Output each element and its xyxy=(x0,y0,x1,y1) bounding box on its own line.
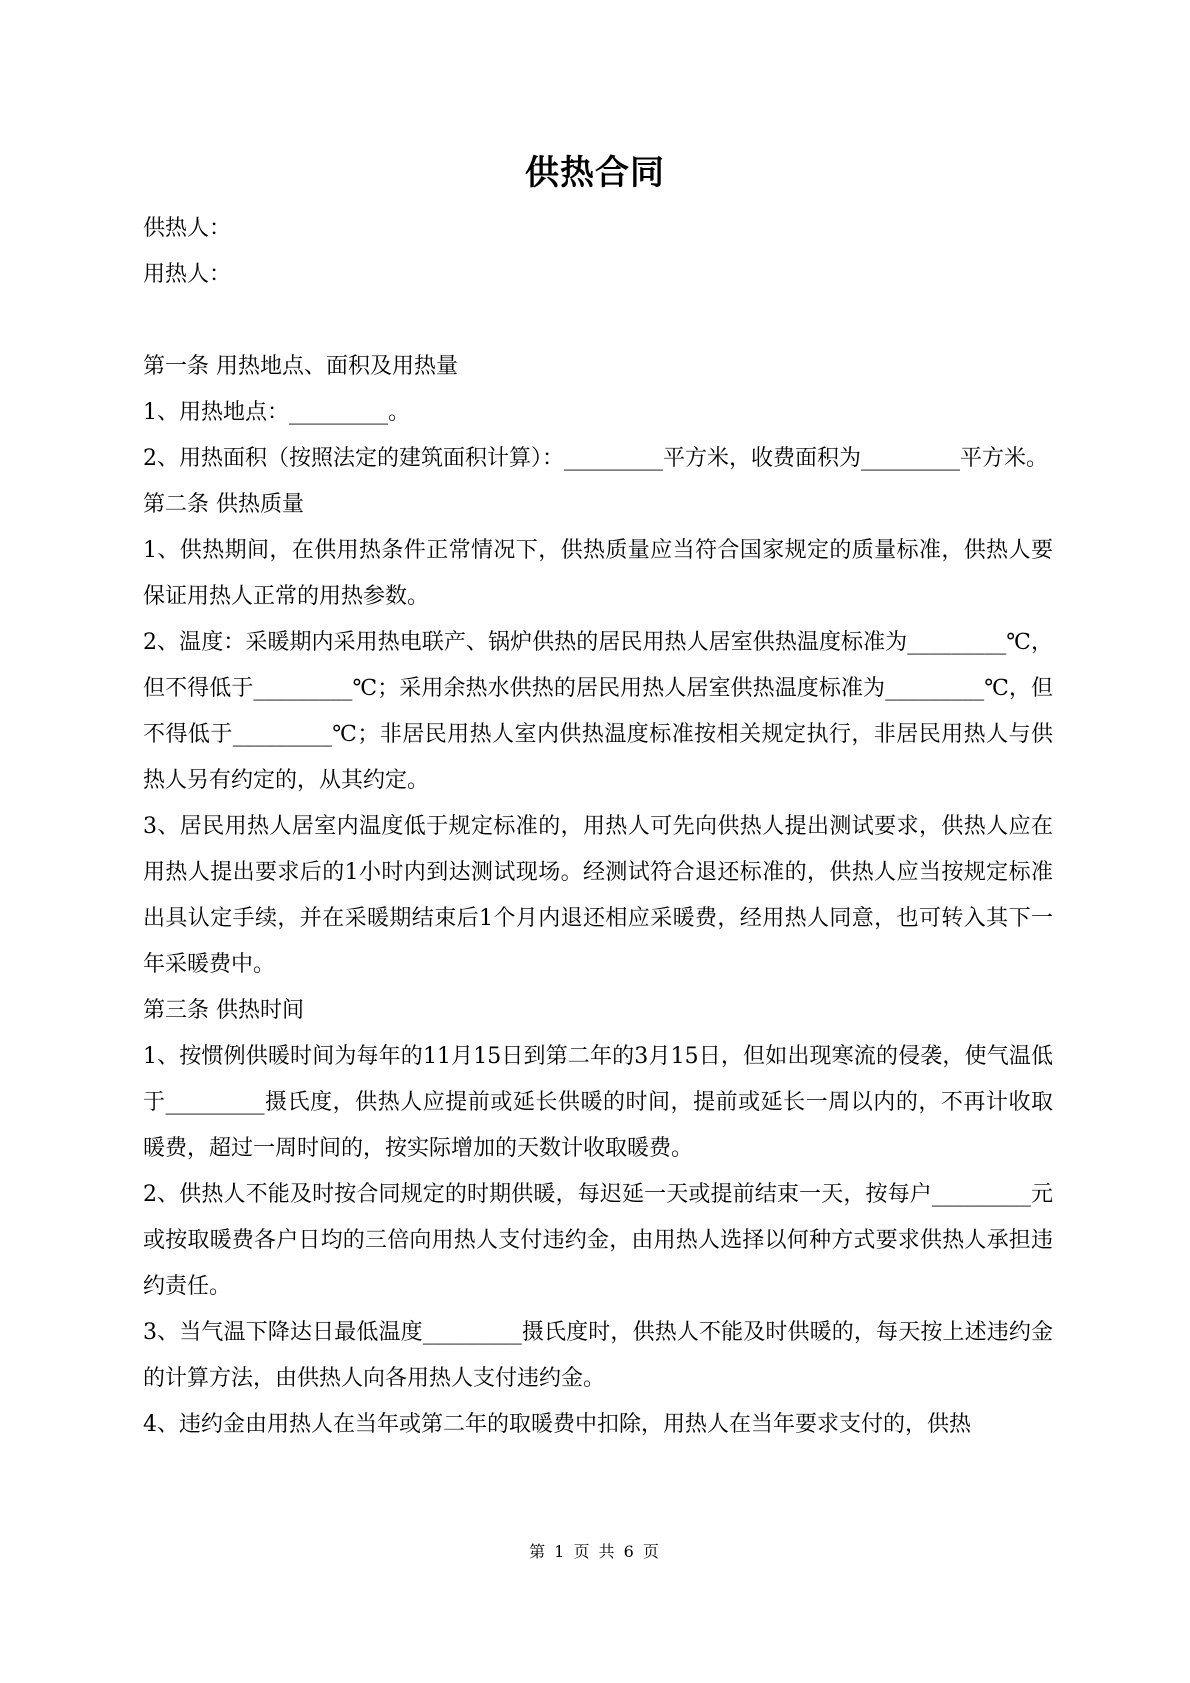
article2-item2: 2、温度：采暖期内采用热电联产、锅炉供热的居民用热人居室供热温度标准为_________℃，但不得低于_________℃；采用余热水供热的居民用热人居室供热温度标准为_________℃，但不得低于_________℃；非居民用热人室内供热温度标准按相关规定执行，非居民用热人与供热人另有约定的，从其约定。 xyxy=(143,630,1053,793)
page-number-footer: 第 1 页 共 6 页 xyxy=(529,1542,661,1561)
article2-heading: 第二条 供热质量 xyxy=(143,492,304,517)
document-body xyxy=(143,206,1053,1448)
article3-item2: 2、供热人不能及时按合同规定的时期供暖，每迟延一天或提前结束一天，按每户_________元或按取暖费各户日均的三倍向用热人支付违约金，由用热人选择以何种方式要求供热人承担违约责任。 xyxy=(143,1182,1053,1299)
party-supplier-line: 供热人： xyxy=(143,216,232,241)
article3-heading: 第三条 供热时间 xyxy=(143,998,304,1023)
article1-item1: 1、用热地点：_________。 xyxy=(143,400,410,425)
blank-spacer xyxy=(143,298,1053,344)
article2-item1: 1、供热期间，在供用热条件正常情况下，供热质量应当符合国家规定的质量标准，供热人要保证用热人正常的用热参数。 xyxy=(143,538,1053,609)
party-user-line: 用热人： xyxy=(143,262,232,287)
article1-heading: 第一条 用热地点、面积及用热量 xyxy=(143,354,458,379)
article3-item4: 4、违约金由用热人在当年或第二年的取暖费中扣除，用热人在当年要求支付的，供热 xyxy=(143,1412,971,1437)
document-title: 供热合同 xyxy=(525,153,665,193)
article1-item2: 2、用热面积（按照法定的建筑面积计算）：_________平方米，收费面积为_________平方米。 xyxy=(143,446,1048,471)
article3-item3: 3、当气温下降达日最低温度_________摄氏度时，供热人不能及时供暖的，每天按上述违约金的计算方法，由供热人向各用热人支付违约金。 xyxy=(143,1320,1053,1391)
article2-item3: 3、居民用热人居室内温度低于规定标准的，用热人可先向供热人提出测试要求，供热人应在用热人提出要求后的1小时内到达测试现场。经测试符合退还标准的，供热人应当按规定标准出具认定手续，并在采暖期结束后1个月内退还相应采暖费，经用热人同意，也可转入其下一年采暖费中。 xyxy=(143,814,1053,977)
article3-item1: 1、按惯例供暖时间为每年的11月15日到第二年的3月15日，但如出现寒流的侵袭，使气温低于_________摄氏度，供热人应提前或延长供暖的时间，提前或延长一周以内的，不再计收取暖费，超过一周时间的，按实际增加的天数计收取暖费。 xyxy=(143,1044,1053,1161)
